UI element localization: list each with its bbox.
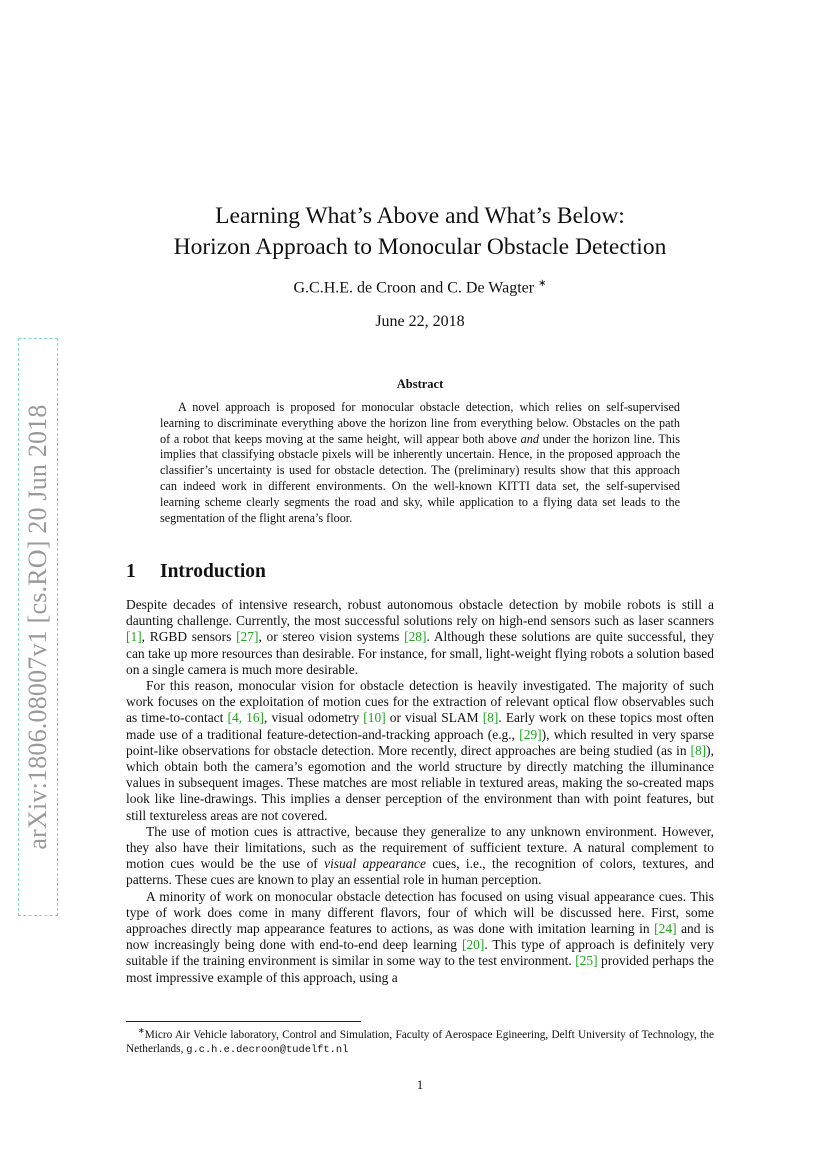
text: . This type of approach is definitely very suitable if the training environment is similar in some way to the test environment. — [126, 937, 714, 969]
section-title: Introduction — [160, 561, 266, 582]
emphasis: visual appearance — [324, 856, 426, 872]
text: , or stereo vision systems — [258, 629, 405, 645]
text: Despite decades of intensive research, robust autonomous obstacle detection by mobile robots is still a daunting challenge. Currently, the most successful solutions rely on high-end sensors such as laser scanners — [126, 597, 714, 629]
abstract-heading: Abstract — [396, 377, 444, 391]
text: ), which obtain both the camera’s egomotion and the world structure by directly matching the illuminance values in subsequent images. These matches are most reliable in textured areas, making the so-created maps look like line-drawings. This implies a denser perception of the environment than with point features, but still textureless areas are not covered. — [126, 742, 714, 823]
paragraph-1 — [126, 597, 714, 678]
section-body — [126, 597, 714, 986]
text: , visual odometry — [264, 710, 364, 726]
author-footnote-mark: ∗ — [538, 278, 547, 289]
footnote-mark: ∗ — [138, 1026, 145, 1035]
citation-link[interactable]: [1] — [126, 629, 142, 645]
abstract-emphasis: and — [520, 431, 539, 446]
title-line-1: Learning What’s Above and What’s Below: — [215, 203, 625, 229]
abstract-body — [160, 400, 680, 526]
footnote-rule — [126, 1021, 361, 1022]
title-line-2: Horizon Approach to Monocular Obstacle Detection — [173, 234, 667, 260]
citation-link[interactable]: [8] — [482, 710, 499, 726]
paper-title — [126, 201, 714, 263]
text: A minority of work on monocular obstacle detection has focused on using visual appearance cues. This type of work does come in many different flavors, four of which will be discussed here. First, some approaches directly map appearance features to actions, as was done with imitation learning in — [126, 888, 714, 937]
date: June 22, 2018 — [375, 313, 465, 330]
citation-link[interactable]: [28] — [404, 629, 427, 645]
abstract-text: under the horizon line. This implies that classifying obstacle pixels will be inherently uncertain. Hence, in the proposed approach the classifier’s uncertainty is used for obstacle detection. The (preliminary) results show that this approach can indeed work in different environments. On the well-known KITTI data set, the self-supervised learning scheme clearly segments the road and sky, while application to a flying data set leads to the segmentation of the flight arena’s floor. — [160, 431, 681, 525]
paragraph-2 — [126, 678, 714, 824]
abstract-text: A novel approach is proposed for monocular obstacle detection, which relies on self-supervised learning to discriminate everything above the horizon line from everything below. Obstacles on the path of a robot that keeps moving at the same height, will appear both above — [160, 400, 680, 446]
section-heading — [126, 561, 266, 583]
citation-link[interactable]: [27] — [236, 629, 259, 645]
page-number: 1 — [416, 1077, 424, 1092]
authors: G.C.H.E. de Croon and C. De Wagter — [293, 279, 535, 297]
citation-link[interactable]: [10] — [363, 710, 386, 726]
text: . Early work on these topics most often made use of a traditional feature-detection-and-tracking approach (e.g., — [126, 710, 714, 742]
text: or visual SLAM — [385, 710, 483, 726]
text: and is now increasingly being done with end-to-end deep learning — [126, 921, 714, 953]
citation-link[interactable]: [24] — [654, 921, 677, 937]
arxiv-identifier: arXiv:1806.08007v1 [cs.RO] 20 Jun 2018 — [23, 404, 52, 850]
citation-link[interactable]: [29] — [519, 726, 542, 742]
footnote-text: Micro Air Vehicle laboratory, Control and Simulation, Faculty of Aerospace Egineering, Delft University of Technology, the Netherlands, — [126, 1028, 714, 1056]
text: ), which resulted in very sparse point-like observations for obstacle detection. More recently, direct approaches are being studied (as in — [126, 726, 714, 758]
footnote — [126, 1024, 714, 1058]
author-line — [126, 278, 714, 297]
text: The use of motion cues is attractive, because they generalize to any unknown environment. However, they also have their limitations, such as the requirement of sufficient texture. A natural complement to motion cues would be the use of — [126, 823, 714, 872]
citation-link[interactable]: [8] — [690, 742, 707, 758]
citation-link[interactable]: [20] — [461, 937, 485, 953]
email-link[interactable]: g.c.h.e.decroon@tudelft.nl — [186, 1044, 349, 1057]
text: provided perhaps the most impressive example of this approach, using a — [126, 953, 714, 985]
citation-link[interactable]: [25] — [575, 953, 598, 969]
section-number: 1 — [126, 561, 136, 582]
citation-link[interactable]: [4, 16] — [227, 710, 265, 726]
text: , RGBD sensors — [141, 629, 237, 645]
text: cues, i.e., the recognition of colors, textures, and patterns. These cues are known to play an essential role in human perception. — [126, 856, 714, 888]
paragraph-3 — [126, 824, 714, 889]
text: . Although these solutions are quite successful, they can take up more resources than desirable. For instance, for small, light-weight flying robots a solution based on a single camera is much more desirable. — [126, 629, 714, 677]
arxiv-stamp — [18, 338, 58, 916]
paragraph-4 — [126, 889, 714, 986]
text: For this reason, monocular vision for obstacle detection is heavily investigated. The majority of such work focuses on the exploitation of motion cues for the extraction of relevant optical flow observables such as time-to-contact — [126, 678, 714, 726]
